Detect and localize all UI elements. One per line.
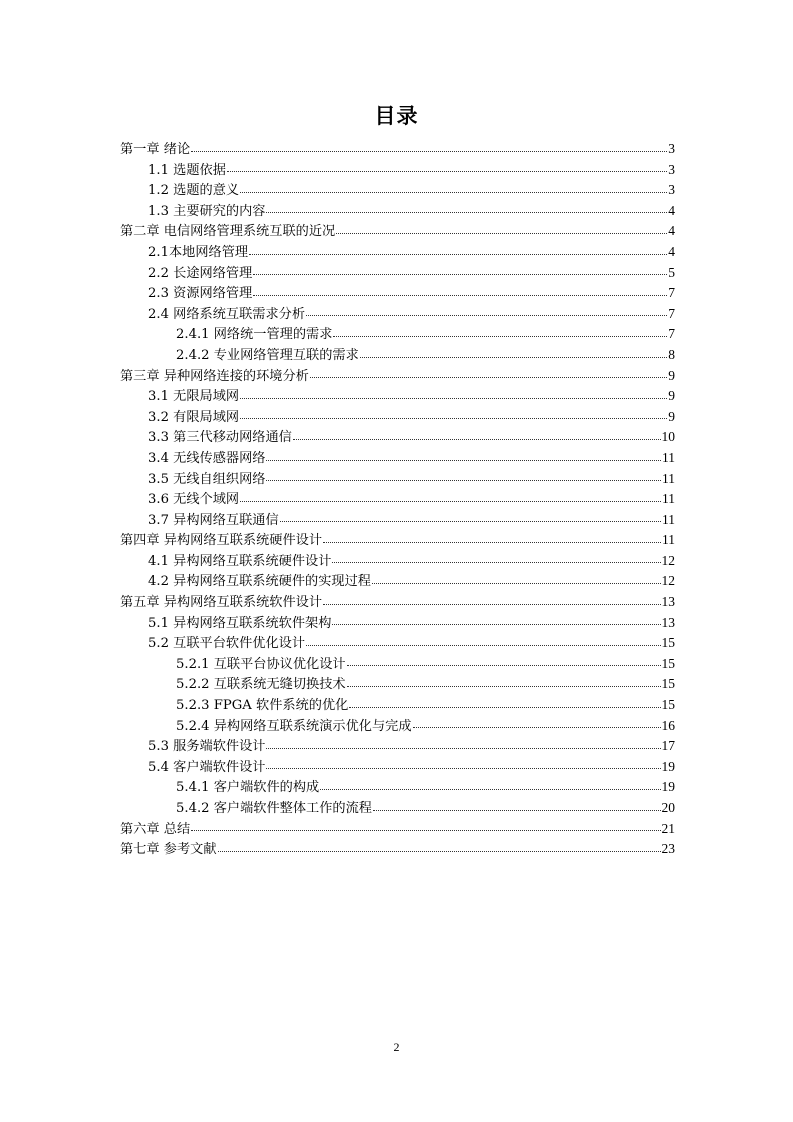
toc-entry-label: 5.4 客户端软件设计 <box>148 759 266 775</box>
toc-entry-label: 1.3 主要研究的内容 <box>148 203 266 219</box>
toc-entry-page: 8 <box>668 346 675 362</box>
toc-entry-page: 13 <box>661 594 675 610</box>
toc-entry-label: 3.6 无线个域网 <box>148 492 240 508</box>
toc-dot-leader <box>266 767 660 769</box>
toc-entry-label: 第四章 异构网络互联系统硬件设计 <box>120 533 323 549</box>
toc-entry-label: 第三章 异种网络连接的环境分析 <box>120 368 309 384</box>
toc-entry[interactable] <box>120 304 675 325</box>
toc-entry-label: 第一章 绪论 <box>120 142 191 157</box>
toc-entry-page: 3 <box>668 161 675 177</box>
toc-dot-leader <box>266 747 660 749</box>
toc-dot-leader <box>373 809 661 811</box>
toc-entry-label: 第六章 总结 <box>120 821 191 837</box>
toc-entry-label: 5.2.1 互联平台协议优化设计 <box>176 656 346 672</box>
toc-entry-label: 第五章 异构网络互联系统软件设计 <box>120 595 323 611</box>
toc-entry-page: 15 <box>661 697 675 713</box>
toc-entry-page: 9 <box>668 367 675 383</box>
toc-dot-leader <box>323 603 660 605</box>
toc-entry-page: 4 <box>668 202 675 218</box>
toc-dot-leader <box>253 273 667 275</box>
toc-entry[interactable] <box>120 242 675 263</box>
page-number: 2 <box>393 1040 400 1054</box>
toc-dot-leader <box>320 788 660 790</box>
toc-entry[interactable] <box>120 448 675 469</box>
toc-entry-label: 5.4.2 客户端软件整体工作的流程 <box>176 801 372 816</box>
toc-entry-label: 2.4 网络系统互联需求分析 <box>148 306 306 322</box>
toc-dot-leader <box>336 232 667 234</box>
toc-entry[interactable] <box>120 654 675 675</box>
toc-dot-leader <box>372 582 661 584</box>
toc-entry[interactable] <box>120 551 675 572</box>
toc-entry-label: 5.2.3 FPGA 软件系统的优化 <box>176 698 349 714</box>
toc-entry-page: 15 <box>661 635 675 651</box>
toc-entry[interactable] <box>120 777 675 798</box>
toc-entry-page: 12 <box>661 552 675 568</box>
toc-entry-page: 11 <box>662 532 675 548</box>
toc-entry-page: 5 <box>668 264 675 280</box>
table-of-contents <box>120 139 675 860</box>
toc-entry-label: 2.1本地网络管理 <box>148 244 249 260</box>
toc-entry-page: 7 <box>668 326 675 342</box>
toc-entry-label: 3.3 第三代移动网络通信 <box>148 430 292 446</box>
toc-entry[interactable] <box>120 180 675 201</box>
toc-dot-leader <box>413 726 661 728</box>
toc-entry-label: 5.2.4 异构网络互联系统演示优化与完成 <box>176 718 412 734</box>
toc-dot-leader <box>306 644 660 646</box>
toc-entry-label: 3.7 异构网络互联通信 <box>148 512 279 528</box>
toc-entry-page: 19 <box>661 758 675 774</box>
toc-entry-label: 5.2 互联平台软件优化设计 <box>148 636 306 652</box>
toc-entry-page: 21 <box>661 820 675 836</box>
toc-entry[interactable] <box>120 613 675 634</box>
toc-entry[interactable] <box>120 160 675 181</box>
toc-entry[interactable] <box>120 798 675 819</box>
toc-dot-leader <box>280 520 661 522</box>
toc-dot-leader <box>293 438 661 440</box>
toc-entry-page: 20 <box>661 800 675 815</box>
toc-entry[interactable] <box>120 221 675 242</box>
toc-entry-page: 13 <box>661 614 675 630</box>
toc-dot-leader <box>191 829 660 831</box>
toc-dot-leader <box>240 397 667 399</box>
toc-dot-leader <box>360 356 667 358</box>
toc-dot-leader <box>332 561 660 563</box>
toc-entry[interactable] <box>120 633 675 654</box>
toc-entry-label: 第二章 电信网络管理系统互联的近况 <box>120 224 336 240</box>
toc-entry-page: 15 <box>661 655 675 671</box>
toc-entry-page: 9 <box>668 388 675 404</box>
toc-entry-page: 4 <box>668 243 675 259</box>
toc-dot-leader <box>240 500 661 502</box>
toc-entry-label: 4.2 异构网络互联系统硬件的实现过程 <box>148 574 371 590</box>
toc-entry[interactable] <box>120 695 675 716</box>
toc-dot-leader <box>266 479 661 481</box>
toc-entry-label: 3.4 无线传感器网络 <box>148 450 266 466</box>
toc-entry-label: 5.4.1 客户端软件的构成 <box>176 780 320 796</box>
toc-entry[interactable] <box>120 736 675 757</box>
toc-entry[interactable] <box>120 674 675 695</box>
toc-entry[interactable] <box>120 386 675 407</box>
toc-entry-page: 23 <box>661 841 675 857</box>
toc-entry-label: 4.1 异构网络互联系统硬件设计 <box>148 553 332 569</box>
toc-entry[interactable] <box>120 139 675 160</box>
toc-entry[interactable] <box>120 716 675 737</box>
toc-entry[interactable] <box>120 489 675 510</box>
toc-entry[interactable] <box>120 201 675 222</box>
toc-entry[interactable] <box>120 427 675 448</box>
toc-entry[interactable] <box>120 407 675 428</box>
toc-entry[interactable] <box>120 469 675 490</box>
toc-entry[interactable] <box>120 263 675 284</box>
toc-entry-label: 5.2.2 互联系统无缝切换技术 <box>176 677 346 693</box>
toc-dot-leader <box>310 376 667 378</box>
toc-dot-leader <box>191 150 667 152</box>
toc-entry[interactable] <box>120 757 675 778</box>
toc-entry[interactable] <box>120 324 675 345</box>
toc-entry-page: 9 <box>668 408 675 424</box>
toc-entry[interactable] <box>120 366 675 387</box>
toc-entry-label: 1.1 选题依据 <box>148 162 226 178</box>
toc-entry-page: 11 <box>662 511 675 527</box>
toc-dot-leader <box>347 685 661 687</box>
toc-dot-leader <box>349 706 660 708</box>
toc-entry[interactable] <box>120 530 675 551</box>
toc-entry-label: 3.2 有限局域网 <box>148 409 240 425</box>
toc-dot-leader <box>332 623 660 625</box>
toc-entry[interactable] <box>120 510 675 531</box>
toc-entry-page: 4 <box>668 223 675 239</box>
toc-entry-label: 2.4.1 网络统一管理的需求 <box>176 327 333 343</box>
toc-entry-page: 10 <box>661 429 675 445</box>
toc-dot-leader <box>333 335 667 337</box>
toc-entry-label: 2.4.2 专业网络管理互联的需求 <box>176 347 359 363</box>
toc-entry-page: 3 <box>668 182 675 198</box>
toc-entry-page: 19 <box>661 779 675 795</box>
toc-entry-label: 3.1 无限局域网 <box>148 389 240 405</box>
toc-dot-leader <box>240 417 667 419</box>
toc-entry-page: 17 <box>661 738 675 754</box>
toc-entry-page: 3 <box>668 141 675 156</box>
toc-entry[interactable] <box>120 571 675 592</box>
toc-dot-leader <box>227 170 667 172</box>
toc-entry-label: 2.2 长途网络管理 <box>148 265 253 281</box>
toc-dot-leader <box>249 253 667 255</box>
page-title: 目录 <box>374 104 419 128</box>
toc-dot-leader <box>347 664 661 666</box>
toc-entry-label: 3.5 无线自组织网络 <box>148 471 266 487</box>
toc-entry-label: 2.3 资源网络管理 <box>148 286 253 302</box>
toc-dot-leader <box>253 294 667 296</box>
toc-entry-page: 12 <box>661 573 675 589</box>
toc-entry-label: 第七章 参考文献 <box>120 842 217 858</box>
toc-entry[interactable] <box>120 592 675 613</box>
toc-entry-label: 5.1 异构网络互联系统软件架构 <box>148 615 332 631</box>
toc-entry[interactable] <box>120 819 675 840</box>
toc-entry-page: 7 <box>668 305 675 321</box>
toc-dot-leader <box>306 314 667 316</box>
toc-entry[interactable] <box>120 283 675 304</box>
toc-entry-label: 5.3 服务端软件设计 <box>148 739 266 755</box>
toc-dot-leader <box>266 211 667 213</box>
toc-entry-page: 11 <box>662 470 675 486</box>
toc-dot-leader <box>240 191 667 193</box>
toc-entry[interactable] <box>120 345 675 366</box>
toc-entry-page: 16 <box>661 717 675 733</box>
toc-dot-leader <box>266 459 661 461</box>
toc-entry-page: 11 <box>662 449 675 465</box>
toc-entry-label: 1.2 选题的意义 <box>148 183 240 199</box>
toc-dot-leader <box>218 850 661 852</box>
toc-entry-page: 15 <box>661 676 675 692</box>
toc-entry-page: 11 <box>662 491 675 507</box>
toc-entry[interactable] <box>120 839 675 860</box>
toc-dot-leader <box>323 541 661 543</box>
toc-entry-page: 7 <box>668 285 675 301</box>
